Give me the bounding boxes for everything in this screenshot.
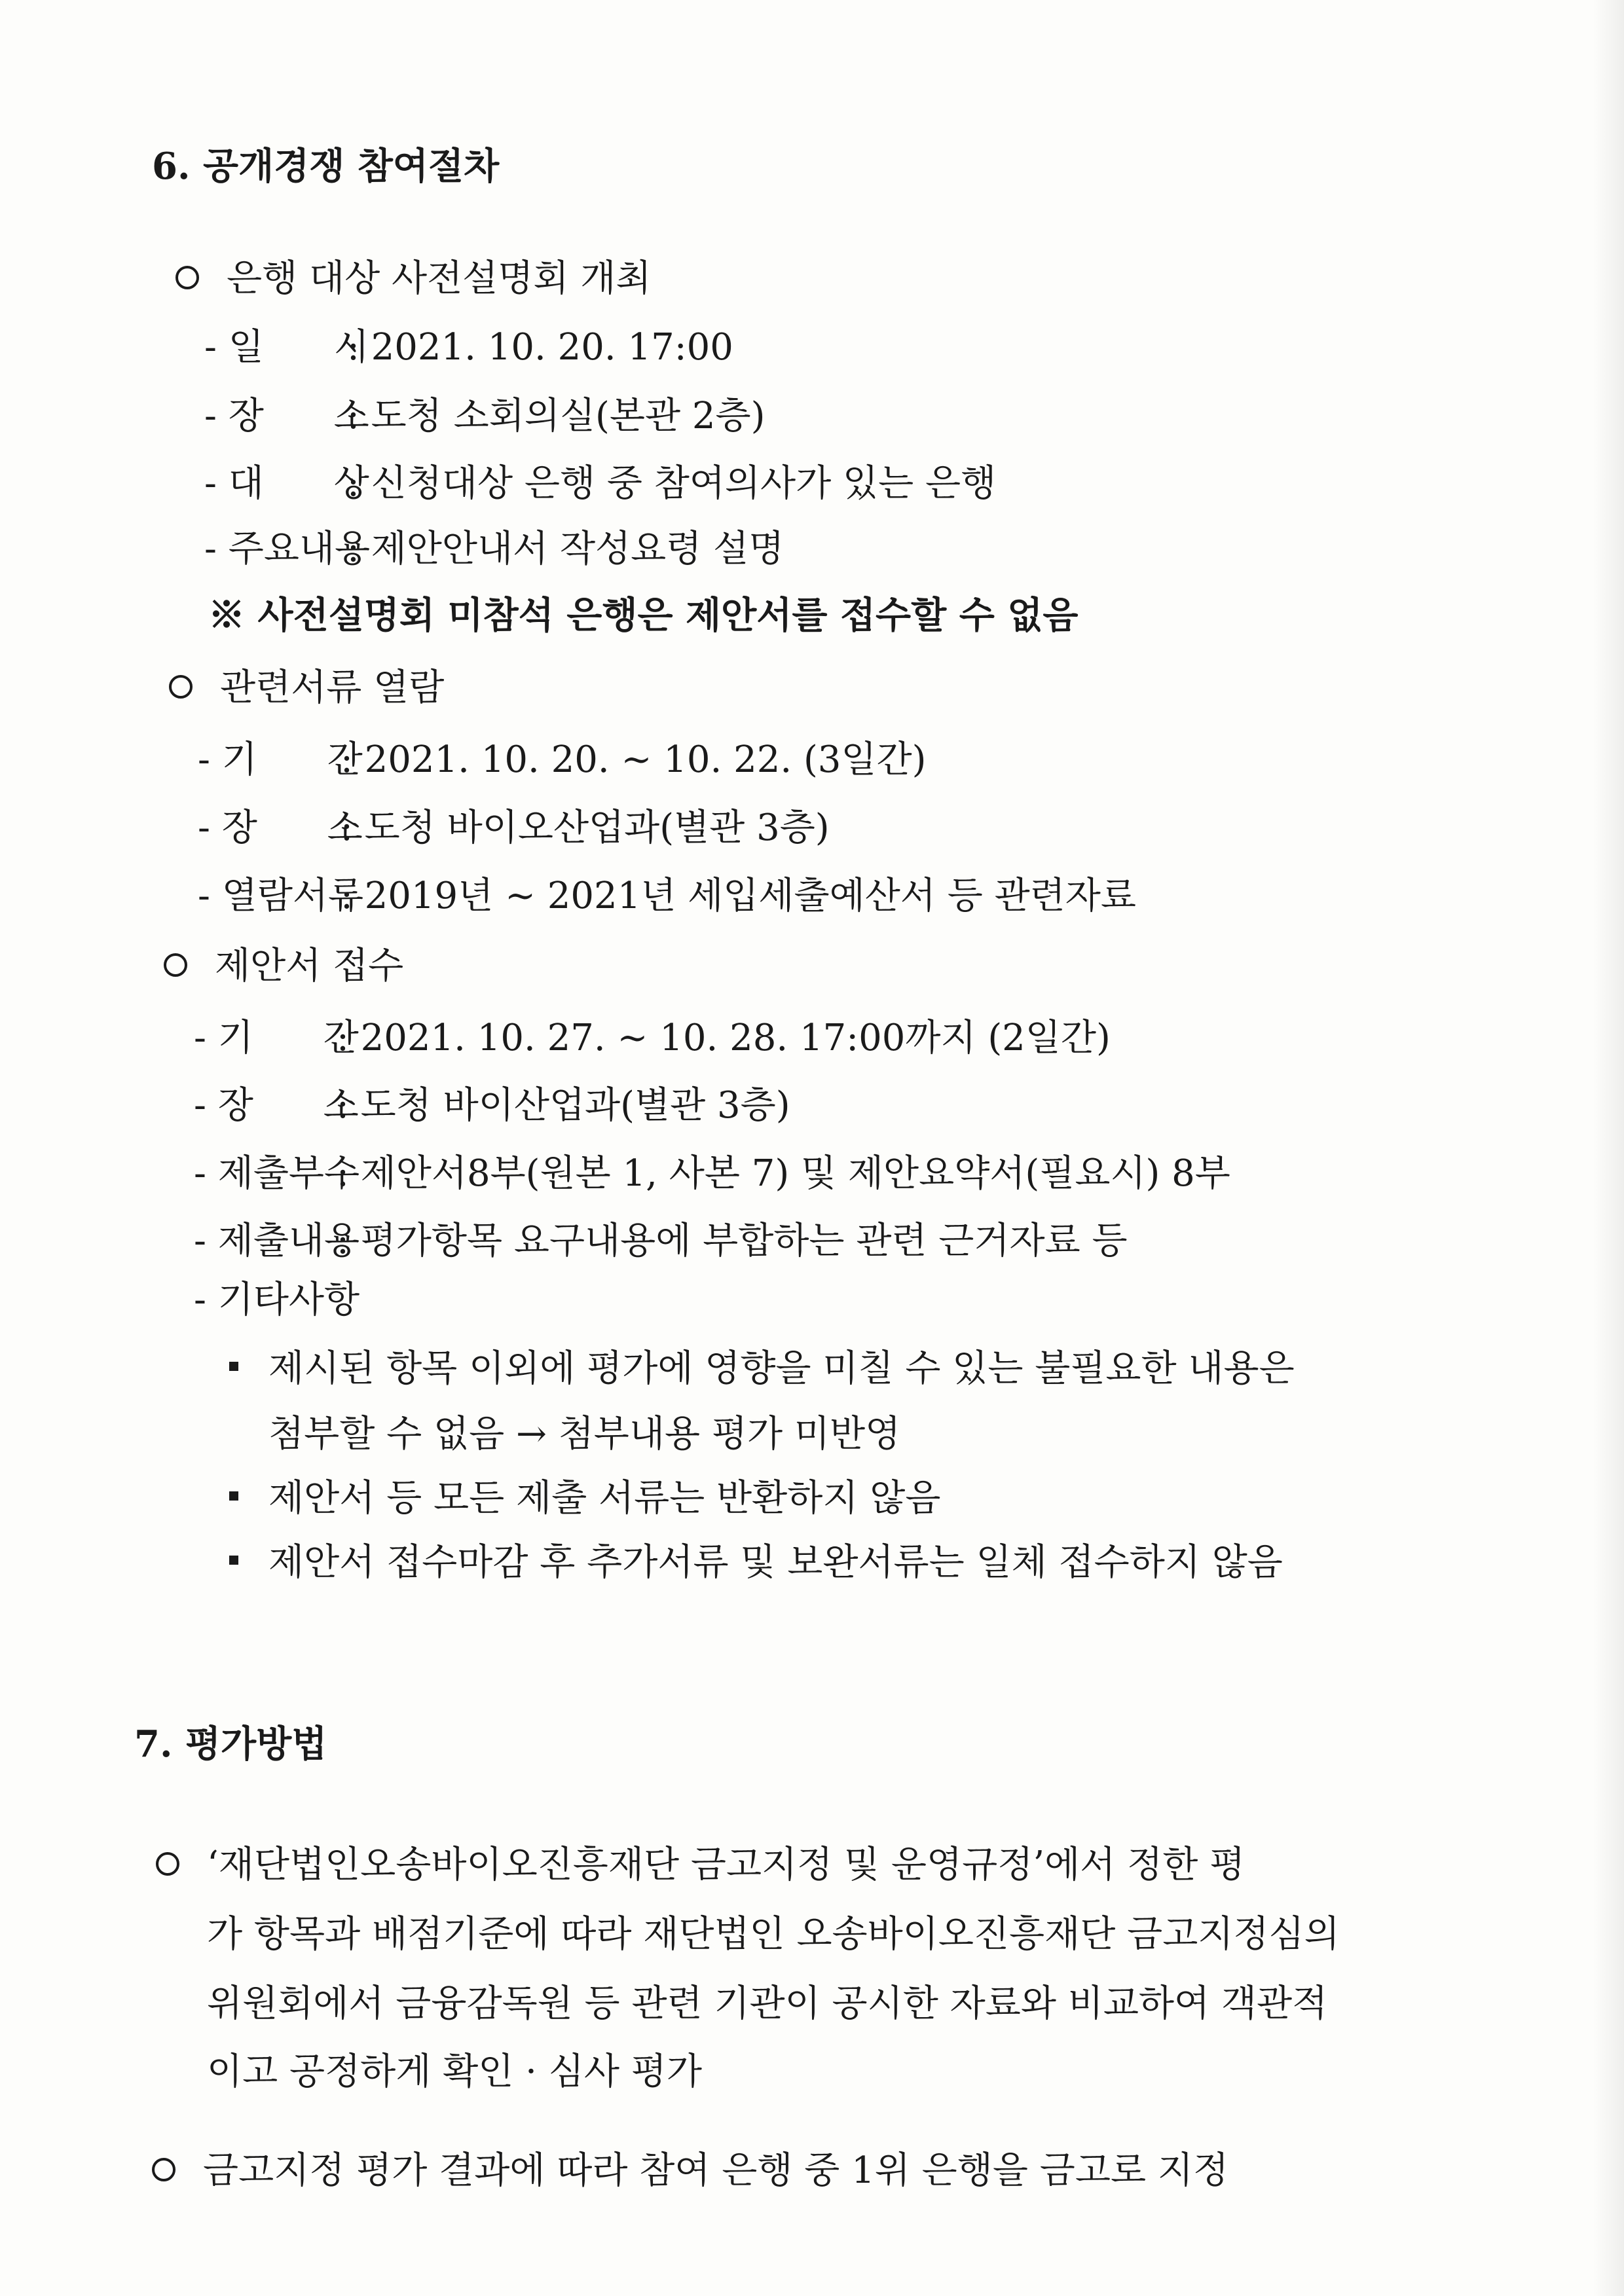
submission-item-copies: - 제출부수: 제안서8부(원본 1, 사본 7) 및 제안요약서(필요시) 8부 <box>194 1152 1230 1195</box>
evaluation-paragraph-1-line-4: 이고 공정하게 확인 · 심사 평가 <box>207 2050 702 2093</box>
evaluation-paragraph-2: 금고지정 평가 결과에 따라 참여 은행 중 1위 은행을 금고로 지정 <box>152 2151 1228 2191</box>
evaluation-paragraph-1-line-2: 가 항목과 배점기준에 따라 재단법인 오송바이오진흥재단 금고지정심의 <box>207 1913 1340 1956</box>
circle-bullet-icon <box>164 953 187 977</box>
inspection-header: 관련서류 열람 <box>169 668 444 708</box>
section-7-title: 7. 평가방법 <box>134 1722 327 1766</box>
briefing-header: 은행 대상 사전설명회 개최 <box>175 259 651 299</box>
submission-bullet-2: 제안서 등 모든 제출 서류는 반환하지 않음 <box>229 1478 940 1519</box>
submission-bullet-1-continued: 첨부할 수 없음 → 첨부내용 평가 미반영 <box>268 1413 901 1455</box>
submission-item-period: - 기 간: 2021. 10. 27. ~ 10. 28. 17:00까지 (2일간) <box>194 1017 1111 1059</box>
circle-bullet-icon <box>169 675 193 699</box>
briefing-item-date: - 일 시: 2021. 10. 20. 17:00 <box>204 326 733 369</box>
circle-bullet-icon <box>152 2158 175 2181</box>
section-6-title: 6. 공개경쟁 참여절차 <box>152 145 500 188</box>
inspection-item-place: - 장 소: 도청 바이오산업과(별관 3층) <box>198 807 830 849</box>
square-bullet-icon <box>229 1491 238 1501</box>
briefing-note: ※ 사전설명회 미참석 은행은 제안서를 접수할 수 없음 <box>208 594 1079 637</box>
submission-bullet-3: 제안서 접수마감 후 추가서류 및 보완서류는 일체 접수하지 않음 <box>229 1542 1283 1583</box>
briefing-item-content: - 주요내용: 제안안내서 작성요령 설명 <box>204 528 784 570</box>
submission-header: 제안서 접수 <box>164 946 403 987</box>
inspection-item-documents: - 열람서류: 2019년 ~ 2021년 세입세출예산서 등 관련자료 <box>198 875 1136 917</box>
circle-bullet-icon <box>175 266 199 289</box>
submission-bullet-1: 제시된 항목 이외에 평가에 영향을 미칠 수 있는 불필요한 내용은 <box>229 1349 1295 1389</box>
circle-bullet-icon <box>156 1852 179 1876</box>
briefing-item-target: - 대 상: 신청대상 은행 중 참여의사가 있는 은행 <box>204 462 997 505</box>
submission-item-content: - 제출내용: 평가항목 요구내용에 부합하는 관련 근거자료 등 <box>194 1220 1128 1262</box>
square-bullet-icon <box>229 1556 238 1565</box>
submission-etc-label: - 기타사항 <box>194 1279 360 1321</box>
submission-item-place: - 장 소: 도청 바이산업과(별관 3층) <box>194 1084 790 1127</box>
inspection-item-period: - 기 간: 2021. 10. 20. ~ 10. 22. (3일간) <box>198 738 927 781</box>
evaluation-paragraph-1-line-3: 위원회에서 금융감독원 등 관련 기관이 공시한 자료와 비교하여 객관적 <box>207 1982 1328 2025</box>
square-bullet-icon <box>229 1362 238 1371</box>
evaluation-paragraph-1-line-1: ‘재단법인오송바이오진흥재단 금고지정 및 운영규정’에서 정한 평 <box>156 1845 1245 1886</box>
scan-edge-shadow <box>1593 0 1624 2296</box>
briefing-item-place: - 장 소: 도청 소회의실(본관 2층) <box>204 395 766 437</box>
